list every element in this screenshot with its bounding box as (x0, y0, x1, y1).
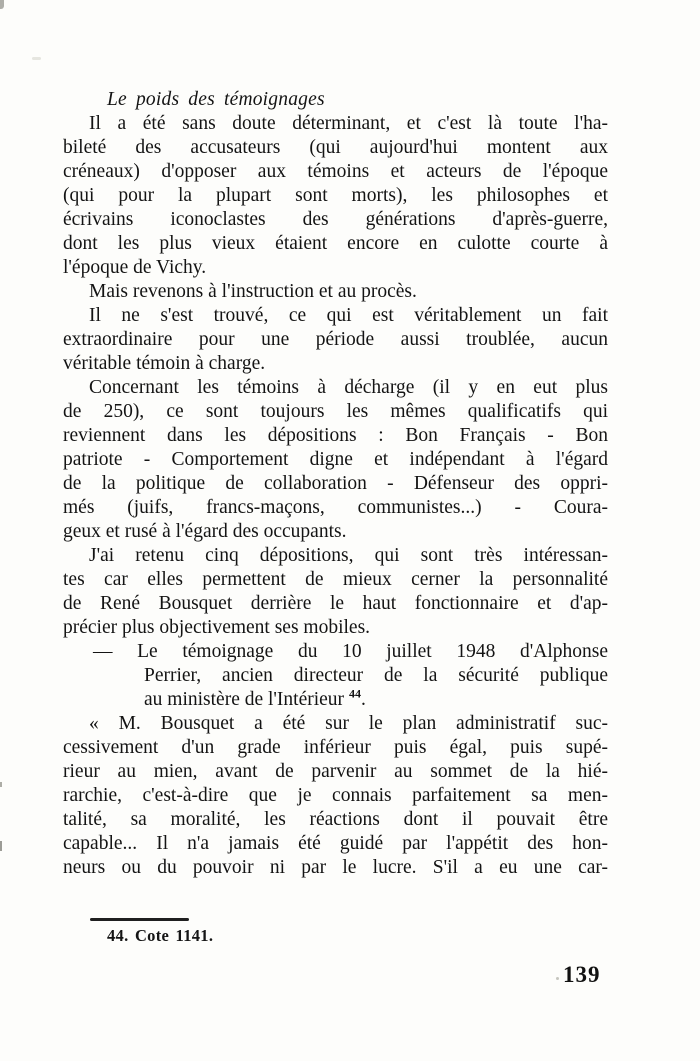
text-line: Mais revenons à l'instruction et au procès. (89, 281, 417, 302)
text-line: écrivains iconoclastes des générations d'après-guerre, (63, 209, 608, 230)
text-line: cessivement d'un grade inférieur puis égal, puis supé- (63, 737, 608, 758)
text-line: Il ne s'est trouvé, ce qui est véritablement un fait (89, 305, 608, 326)
text-line: précier plus objectivement ses mobiles. (63, 617, 371, 638)
paragraph (63, 304, 608, 376)
paragraph (63, 280, 608, 304)
text-line: patriote - Comportement digne et indépendant à l'égard (63, 449, 608, 470)
text-line: Il a été sans doute déterminant, et c'est là toute l'ha- (89, 113, 608, 134)
text-line: capable... Il n'a jamais été guidé par l'appétit des hon- (63, 833, 608, 854)
text-line: tes car elles permettent de mieux cerner la personnalité (63, 569, 608, 590)
body-text (63, 88, 608, 880)
text-line: J'ai retenu cinq dépositions, qui sont très intéressan- (89, 545, 608, 566)
text-line: Perrier, ancien directeur de la sécurité publique (144, 665, 608, 686)
page-number: 139 (563, 962, 601, 987)
text-line: de 250), ce sont toujours les mêmes qualificatifs qui (63, 401, 608, 422)
scan-artifact (32, 57, 41, 60)
section-heading: Le poids des témoignages (107, 89, 325, 110)
text-line: au ministère de l'Intérieur $^{44}$. (144, 686, 366, 710)
scan-artifact (0, 782, 2, 787)
scan-artifact (0, 0, 4, 9)
text-line: més (juifs, francs-maçons, communistes...) - Coura- (63, 497, 608, 518)
paragraph (63, 376, 608, 544)
paragraph (63, 712, 608, 880)
text-line: bileté des accusateurs (qui aujourd'hui montent aux (63, 137, 608, 158)
paragraph (63, 544, 608, 640)
text-line: rarchie, c'est-à-dire que je connais parfaitement sa men- (63, 785, 608, 806)
footnote: 44. Cote 1141. (107, 926, 214, 945)
text-line: neurs ou du pouvoir ni par le lucre. S'il a eu une car- (63, 857, 608, 878)
footnote-rule (90, 918, 189, 921)
text-line: (qui pour la plupart sont morts), les philosophes et (63, 185, 608, 206)
text-line: extraordinaire pour une période aussi troublée, aucun (63, 329, 608, 350)
text-line: de la politique de collaboration - Défenseur des oppri- (63, 473, 608, 494)
scan-artifact (556, 977, 559, 980)
text-line: geux et rusé à l'égard des occupants. (63, 521, 347, 542)
scan-artifact (0, 841, 2, 851)
paragraphs (63, 112, 608, 880)
text-line: talité, sa moralité, les réactions dont il pouvait être (63, 809, 608, 830)
text-line: rieur au mien, avant de parvenir au sommet de la hié- (63, 761, 608, 782)
text-line: créneaux) d'opposer aux témoins et acteurs de l'époque (63, 161, 608, 182)
text-line: dont les plus vieux étaient encore en culotte courte à (63, 233, 608, 254)
text-line: — Le témoignage du 10 juillet 1948 d'Alphonse (93, 641, 608, 662)
text-line: « M. Bousquet a été sur le plan administratif suc- (89, 713, 608, 734)
paragraph (63, 640, 608, 712)
text-line: Concernant les témoins à décharge (il y en eut plus (89, 377, 608, 398)
footnote-reference: 44 (348, 686, 361, 701)
text-line: de René Bousquet derrière le haut fonctionnaire et d'ap- (63, 593, 608, 614)
paragraph (63, 112, 608, 280)
text-line: véritable témoin à charge. (63, 353, 266, 374)
text-line: reviennent dans les dépositions : Bon Français - Bon (63, 425, 608, 446)
text-line: l'époque de Vichy. (63, 257, 207, 278)
